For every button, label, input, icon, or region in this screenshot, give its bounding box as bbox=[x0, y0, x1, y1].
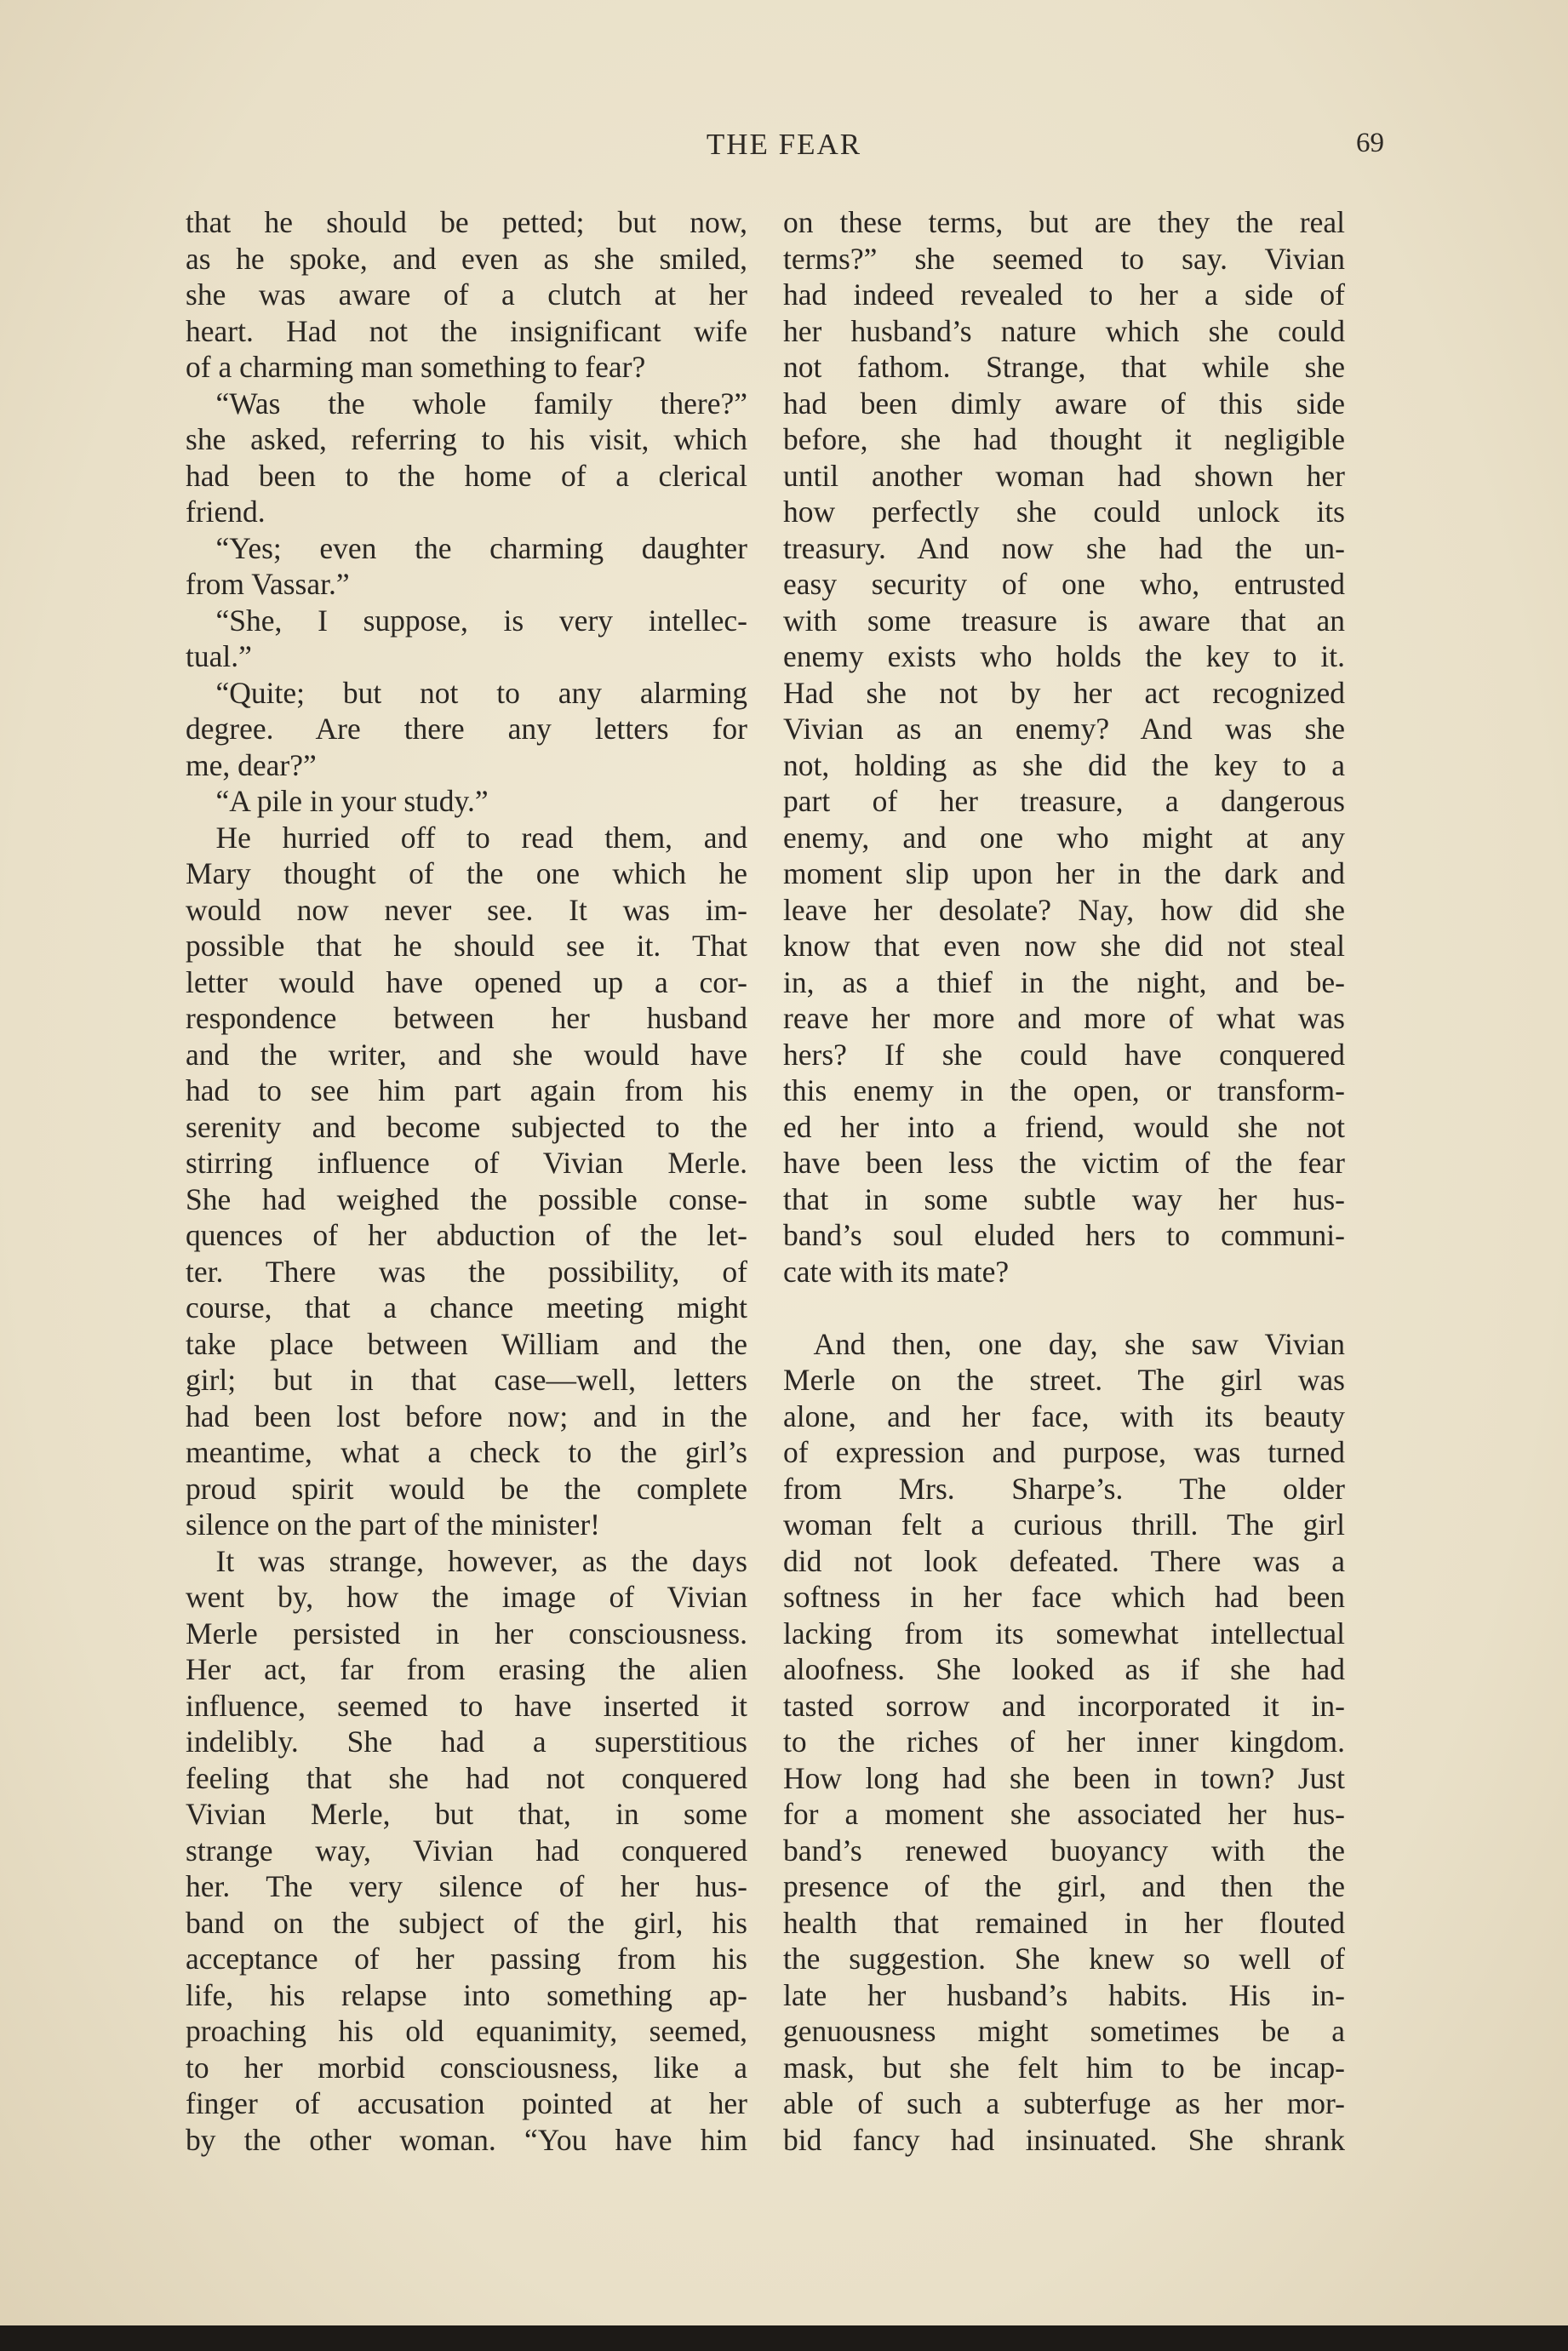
text-line: from Mrs. Sharpe’s. The older bbox=[783, 1471, 1345, 1506]
text-line: this enemy in the open, or transform- bbox=[783, 1073, 1345, 1107]
text-line: feeling that she had not conquered bbox=[186, 1760, 747, 1795]
text-line: treasury. And now she had the un- bbox=[783, 530, 1345, 565]
text-line: finger of accusation pointed at her bbox=[186, 2086, 747, 2120]
text-line: for a moment she associated her hus- bbox=[783, 1797, 1345, 1831]
text-line: terms?” she seemed to say. Vivian bbox=[783, 241, 1345, 276]
text-line: girl; but in that case—well, letters bbox=[186, 1363, 747, 1397]
text-line: late her husband’s habits. His in- bbox=[783, 1977, 1345, 2012]
text-line: life, his relapse into something ap- bbox=[186, 1977, 747, 2012]
text-line: in, as a thief in the night, and be- bbox=[783, 964, 1345, 999]
text-line: her husband’s nature which she could bbox=[783, 313, 1345, 348]
running-head: THE FEAR bbox=[706, 128, 862, 161]
text-line: that he should be petted; but now, bbox=[186, 205, 747, 239]
text-line: of a charming man something to fear? bbox=[186, 350, 646, 384]
text-line: cate with its mate? bbox=[783, 1254, 1010, 1289]
page-number: 69 bbox=[1356, 128, 1384, 158]
text-line: silence on the part of the minister! bbox=[186, 1507, 600, 1542]
text-line: and the writer, and she would have bbox=[186, 1037, 747, 1072]
text-line: had indeed revealed to her a side of bbox=[783, 277, 1345, 312]
text-line: bid fancy had insinuated. She shrank bbox=[783, 2122, 1345, 2157]
text-line: of expression and purpose, was turned bbox=[783, 1435, 1345, 1469]
text-line: He hurried off to read them, and bbox=[186, 820, 747, 855]
text-line: able of such a subterfuge as her mor- bbox=[783, 2086, 1345, 2120]
text-line: tual.” bbox=[186, 639, 252, 673]
text-line: as he spoke, and even as she smiled, bbox=[186, 241, 747, 276]
text-line: serenity and become subjected to the bbox=[186, 1109, 747, 1144]
text-line: moment slip upon her in the dark and bbox=[783, 856, 1345, 890]
text-line: would now never see. It was im- bbox=[186, 892, 747, 927]
text-line: her. The very silence of her hus- bbox=[186, 1869, 747, 1903]
scan-edge bbox=[0, 2325, 1568, 2351]
text-line: meantime, what a check to the girl’s bbox=[186, 1435, 747, 1469]
text-line: Vivian Merle, but that, in some bbox=[186, 1797, 747, 1831]
text-line: to her morbid consciousness, like a bbox=[186, 2050, 747, 2085]
text-line: genuousness might sometimes be a bbox=[783, 2014, 1345, 2048]
text-line: stirring influence of Vivian Merle. bbox=[186, 1146, 747, 1180]
text-line: leave her desolate? Nay, how did she bbox=[783, 892, 1345, 927]
text-line: aloofness. She looked as if she had bbox=[783, 1652, 1345, 1686]
text-line: know that even now she did not steal bbox=[783, 929, 1345, 963]
text-line: the suggestion. She knew so well of bbox=[783, 1942, 1345, 1976]
text-line: friend. bbox=[186, 495, 266, 529]
text-line: me, dear?” bbox=[186, 747, 317, 782]
text-line: on these terms, but are they the real bbox=[783, 205, 1345, 239]
text-line: proud spirit would be the complete bbox=[186, 1471, 747, 1506]
text-line: Merle persisted in her consciousness. bbox=[186, 1616, 747, 1650]
text-line: went by, how the image of Vivian bbox=[186, 1580, 747, 1614]
text-line: had to see him part again from his bbox=[186, 1073, 747, 1107]
text-line: She had weighed the possible conse- bbox=[186, 1181, 747, 1216]
text-line: Vivian as an enemy? And was she bbox=[783, 712, 1345, 746]
left-text-column bbox=[186, 204, 747, 2158]
text-line: indelibly. She had a superstitious bbox=[186, 1725, 747, 1759]
text-line: presence of the girl, and then the bbox=[783, 1869, 1345, 1903]
text-line: had been lost before now; and in the bbox=[186, 1399, 747, 1433]
text-line: proaching his old equanimity, seemed, bbox=[186, 2014, 747, 2048]
right-text-column bbox=[783, 204, 1345, 2158]
text-line: did not look defeated. There was a bbox=[783, 1543, 1345, 1578]
text-line: “Was the whole family there?” bbox=[186, 386, 747, 420]
text-line: possible that he should see it. That bbox=[186, 929, 747, 963]
text-line: that in some subtle way her hus- bbox=[783, 1181, 1345, 1216]
text-line: tasted sorrow and incorporated it in- bbox=[783, 1688, 1345, 1723]
text-line: have been less the victim of the fear bbox=[783, 1146, 1345, 1180]
text-line: with some treasure is aware that an bbox=[783, 603, 1345, 638]
text-line: to the riches of her inner kingdom. bbox=[783, 1725, 1345, 1759]
text-line: acceptance of her passing from his bbox=[186, 1942, 747, 1976]
text-line: not fathom. Strange, that while she bbox=[783, 350, 1345, 384]
text-line: “A pile in your study.” bbox=[186, 784, 489, 818]
page-header bbox=[184, 128, 1384, 170]
text-line: enemy exists who holds the key to it. bbox=[783, 639, 1345, 673]
text-line: “Yes; even the charming daughter bbox=[186, 530, 747, 565]
text-line: hers? If she could have conquered bbox=[783, 1037, 1345, 1072]
text-line: ed her into a friend, would she not bbox=[783, 1109, 1345, 1144]
text-line: not, holding as she did the key to a bbox=[783, 747, 1345, 782]
text-line: she asked, referring to his visit, which bbox=[186, 422, 747, 456]
text-line: softness in her face which had been bbox=[783, 1580, 1345, 1614]
text-line: course, that a chance meeting might bbox=[186, 1290, 747, 1324]
text-line: respondence between her husband bbox=[186, 1001, 747, 1035]
text-line: band’s soul eluded hers to communi- bbox=[783, 1218, 1345, 1252]
text-line: part of her treasure, a dangerous bbox=[783, 784, 1345, 818]
text-line: Her act, far from erasing the alien bbox=[186, 1652, 747, 1686]
text-line: woman felt a curious thrill. The girl bbox=[783, 1507, 1345, 1542]
text-line: letter would have opened up a cor- bbox=[186, 964, 747, 999]
text-line: she was aware of a clutch at her bbox=[186, 277, 747, 312]
text-line: band on the subject of the girl, his bbox=[186, 1905, 747, 1940]
text-line: had been dimly aware of this side bbox=[783, 386, 1345, 420]
text-line: degree. Are there any letters for bbox=[186, 712, 747, 746]
text-line: reave her more and more of what was bbox=[783, 1001, 1345, 1035]
text-line: had been to the home of a clerical bbox=[186, 458, 747, 493]
text-line bbox=[783, 1290, 1345, 1326]
text-line: strange way, Vivian had conquered bbox=[186, 1833, 747, 1868]
text-line: “Quite; but not to any alarming bbox=[186, 675, 747, 710]
text-line: before, she had thought it negligible bbox=[783, 422, 1345, 456]
text-line: influence, seemed to have inserted it bbox=[186, 1688, 747, 1723]
text-line: “She, I suppose, is very intellec- bbox=[186, 603, 747, 638]
text-line: ter. There was the possibility, of bbox=[186, 1254, 747, 1289]
text-line: health that remained in her flouted bbox=[783, 1905, 1345, 1940]
text-line: easy security of one who, entrusted bbox=[783, 567, 1345, 601]
text-line: alone, and her face, with its beauty bbox=[783, 1399, 1345, 1433]
text-line: enemy, and one who might at any bbox=[783, 820, 1345, 855]
text-line: how perfectly she could unlock its bbox=[783, 495, 1345, 529]
text-line: And then, one day, she saw Vivian bbox=[783, 1326, 1345, 1361]
text-line: band’s renewed buoyancy with the bbox=[783, 1833, 1345, 1868]
text-line: Mary thought of the one which he bbox=[186, 856, 747, 890]
text-line: lacking from its somewhat intellectual bbox=[783, 1616, 1345, 1650]
text-line: take place between William and the bbox=[186, 1326, 747, 1361]
text-line: Had she not by her act recognized bbox=[783, 675, 1345, 710]
text-line: until another woman had shown her bbox=[783, 458, 1345, 493]
text-line: heart. Had not the insignificant wife bbox=[186, 313, 747, 348]
text-line: mask, but she felt him to be incap- bbox=[783, 2050, 1345, 2085]
text-line: Merle on the street. The girl was bbox=[783, 1363, 1345, 1397]
text-line: It was strange, however, as the days bbox=[186, 1543, 747, 1578]
text-line: quences of her abduction of the let- bbox=[186, 1218, 747, 1252]
text-line: from Vassar.” bbox=[186, 567, 350, 601]
text-line: by the other woman. “You have him bbox=[186, 2122, 747, 2157]
text-line: How long had she been in town? Just bbox=[783, 1760, 1345, 1795]
